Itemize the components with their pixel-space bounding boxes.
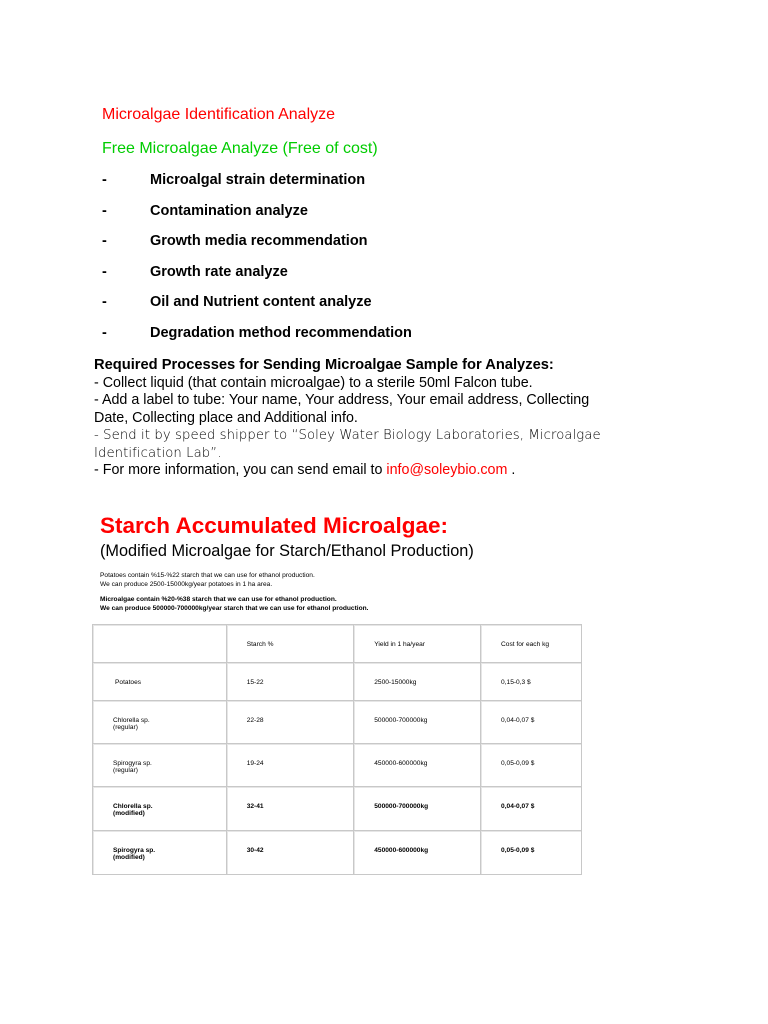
note-line: We can produce 2500-15000kg/year potatoes in 1 ha area. xyxy=(100,581,273,588)
table-row xyxy=(93,831,582,875)
list-item xyxy=(102,325,412,356)
table-header-cell: Starch % xyxy=(226,625,354,663)
species-variant: (regular) xyxy=(113,767,138,774)
service-label: Degradation method recommendation xyxy=(150,324,412,341)
requirements-title: Required Processes for Sending Microalgae Sample for Analyzes: xyxy=(94,357,554,373)
table-cell: 30-42 xyxy=(226,831,354,875)
table-cell: 500000-700000kg xyxy=(354,701,481,744)
species-variant: (regular) xyxy=(113,724,138,731)
note-line: Potatoes contain %15-%22 starch that we can use for ethanol production. xyxy=(100,572,315,579)
table-header-row xyxy=(93,625,582,663)
table-cell xyxy=(93,831,227,875)
table-cell: 0,05-0,09 $ xyxy=(481,744,582,787)
table-cell xyxy=(93,701,227,744)
table-cell: 0,04-0,07 $ xyxy=(481,787,582,831)
section-title: Starch Accumulated Microalgae: xyxy=(100,513,449,538)
table-cell xyxy=(93,744,227,787)
service-label: Growth rate analyze xyxy=(150,263,288,280)
requirements-line: - Send it by speed shipper to “Soley Water Biology Laboratories, Microalgae xyxy=(94,428,601,443)
table-cell: 22-28 xyxy=(226,701,354,744)
section-subtitle: (Modified Microalgae for Starch/Ethanol Production) xyxy=(100,542,474,560)
requirements-section xyxy=(94,357,674,480)
table-header-cell xyxy=(93,625,227,663)
requirements-line: - Collect liquid (that contain microalgae) to a sterile 50ml Falcon tube. xyxy=(94,374,533,391)
list-bullet: - xyxy=(102,324,107,341)
potato-note xyxy=(100,571,315,589)
table-row xyxy=(93,663,582,701)
note-line: Microalgae contain %20-%38 starch that we can use for ethanol production. xyxy=(100,596,337,603)
table-cell: 450000-600000kg xyxy=(354,831,481,875)
table-cell: 0,04-0,07 $ xyxy=(481,701,582,744)
comparison-table xyxy=(92,624,582,875)
table-cell: 19-24 xyxy=(226,744,354,787)
table-row xyxy=(93,701,582,744)
species-variant: (modified) xyxy=(113,854,145,861)
table-cell xyxy=(93,663,227,701)
email-prefix: - For more information, you can send email to xyxy=(94,462,387,478)
table-header-cell: Cost for each kg xyxy=(481,625,582,663)
table-cell: 0,15-0,3 $ xyxy=(481,663,582,701)
requirements-line xyxy=(94,462,674,480)
service-label: Microalgal strain determination xyxy=(150,172,366,188)
microalgae-note xyxy=(100,595,368,613)
list-item xyxy=(102,233,412,264)
list-item xyxy=(102,203,412,234)
table-row xyxy=(93,744,582,787)
requirements-line: Identification Lab”. xyxy=(94,445,222,461)
service-label: Contamination analyze xyxy=(150,202,308,219)
service-label: Growth media recommendation xyxy=(150,233,368,249)
list-bullet: - xyxy=(102,202,107,219)
list-item xyxy=(102,294,412,325)
species-variant: (modified) xyxy=(113,810,145,817)
species-name: Chlorella sp. xyxy=(113,717,150,724)
list-bullet: - xyxy=(102,294,107,310)
table-cell: 500000-700000kg xyxy=(354,787,481,831)
note-line: We can produce 500000-700000kg/year starch that we can use for ethanol production. xyxy=(100,605,369,612)
table-cell xyxy=(93,787,227,831)
table-cell: 32-41 xyxy=(226,787,354,831)
species-name: Spirogyra sp. xyxy=(113,847,156,854)
requirements-line: Date, Collecting place and Additional info. xyxy=(94,409,358,426)
species-name: Potatoes xyxy=(115,679,142,686)
email-link[interactable]: info@soleybio.com xyxy=(386,462,508,478)
list-bullet: - xyxy=(102,233,107,249)
table-header-cell: Yield in 1 ha/year xyxy=(354,625,481,663)
list-item xyxy=(102,264,412,295)
species-name: Spirogyra sp. xyxy=(113,760,152,767)
service-list xyxy=(102,172,412,355)
table-cell: 450000-600000kg xyxy=(354,744,481,787)
service-label: Oil and Nutrient content analyze xyxy=(150,294,372,310)
table-cell: 15-22 xyxy=(226,663,354,701)
requirements-line: - Add a label to tube: Your name, Your address, Your email address, Collecting xyxy=(94,392,590,408)
table-cell: 2500-15000kg xyxy=(354,663,481,701)
list-bullet: - xyxy=(102,172,107,188)
email-suffix: . xyxy=(507,462,516,478)
page-subtitle: Free Microalgae Analyze (Free of cost) xyxy=(102,140,378,157)
list-bullet: - xyxy=(102,263,107,280)
species-name: Chlorella sp. xyxy=(113,803,153,810)
table-row xyxy=(93,787,582,831)
page-title: Microalgae Identification Analyze xyxy=(102,106,336,123)
table-cell: 0,05-0,09 $ xyxy=(481,831,582,875)
list-item xyxy=(102,172,412,203)
